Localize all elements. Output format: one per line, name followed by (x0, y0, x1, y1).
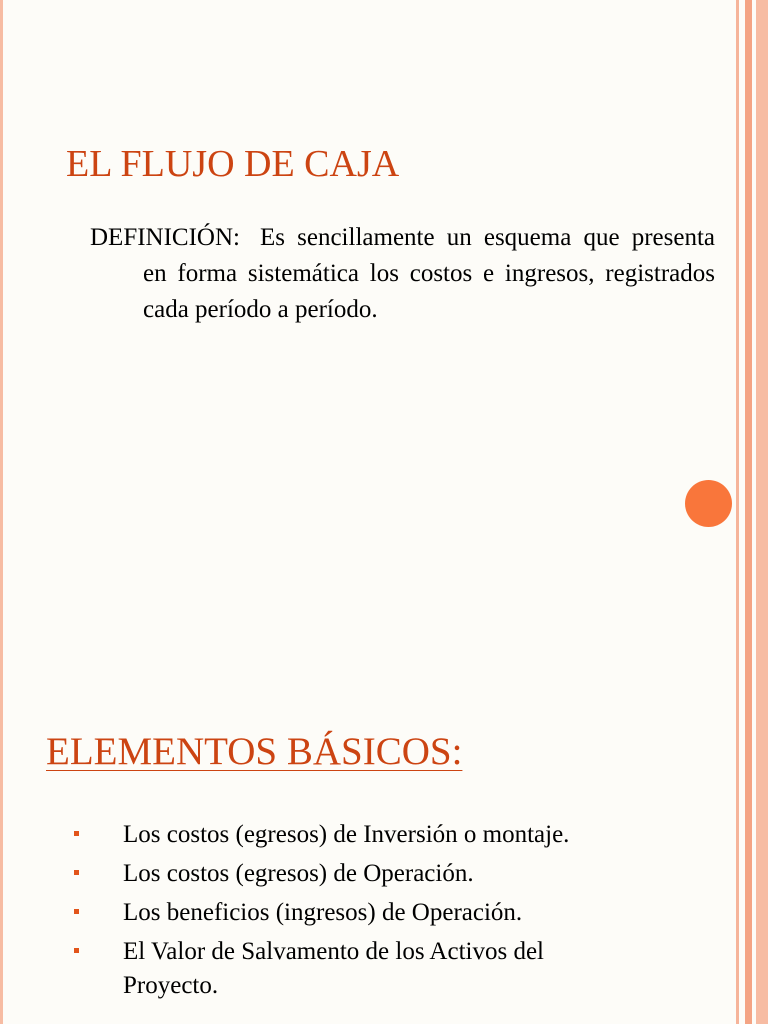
square-bullet-icon (74, 870, 79, 875)
list-item-text: Los costos (egresos) de Operación. (123, 860, 474, 887)
list-item-text: Los beneficios (ingresos) de Operación. (123, 899, 523, 926)
right-border-stripe (745, 0, 752, 1024)
section-title: ELEMENTOS BÁSICOS: (46, 730, 463, 773)
slide-title: EL FLUJO DE CAJA (66, 143, 400, 185)
list-item (0, 935, 643, 1003)
list-item (0, 818, 643, 852)
right-border-stripe (756, 0, 768, 1024)
square-bullet-icon (74, 948, 79, 953)
list-item (0, 896, 643, 930)
list-item-text: El Valor de Salvamento de los Activos del Proyecto. (123, 938, 544, 999)
definition-paragraph (90, 220, 715, 328)
list-item-text: Los costos (egresos) de Inversión o montaje. (123, 821, 570, 848)
definition-text: Es sencillamente un esquema que presenta en forma sistemática los costos e ingresos, registrados cada período a período. (143, 224, 715, 323)
elements-list (0, 818, 680, 1008)
list-item (0, 857, 643, 891)
square-bullet-icon (74, 909, 79, 914)
square-bullet-icon (74, 831, 79, 836)
decorative-dot-icon (685, 480, 732, 527)
definition-term: DEFINICIÓN: (90, 224, 240, 251)
